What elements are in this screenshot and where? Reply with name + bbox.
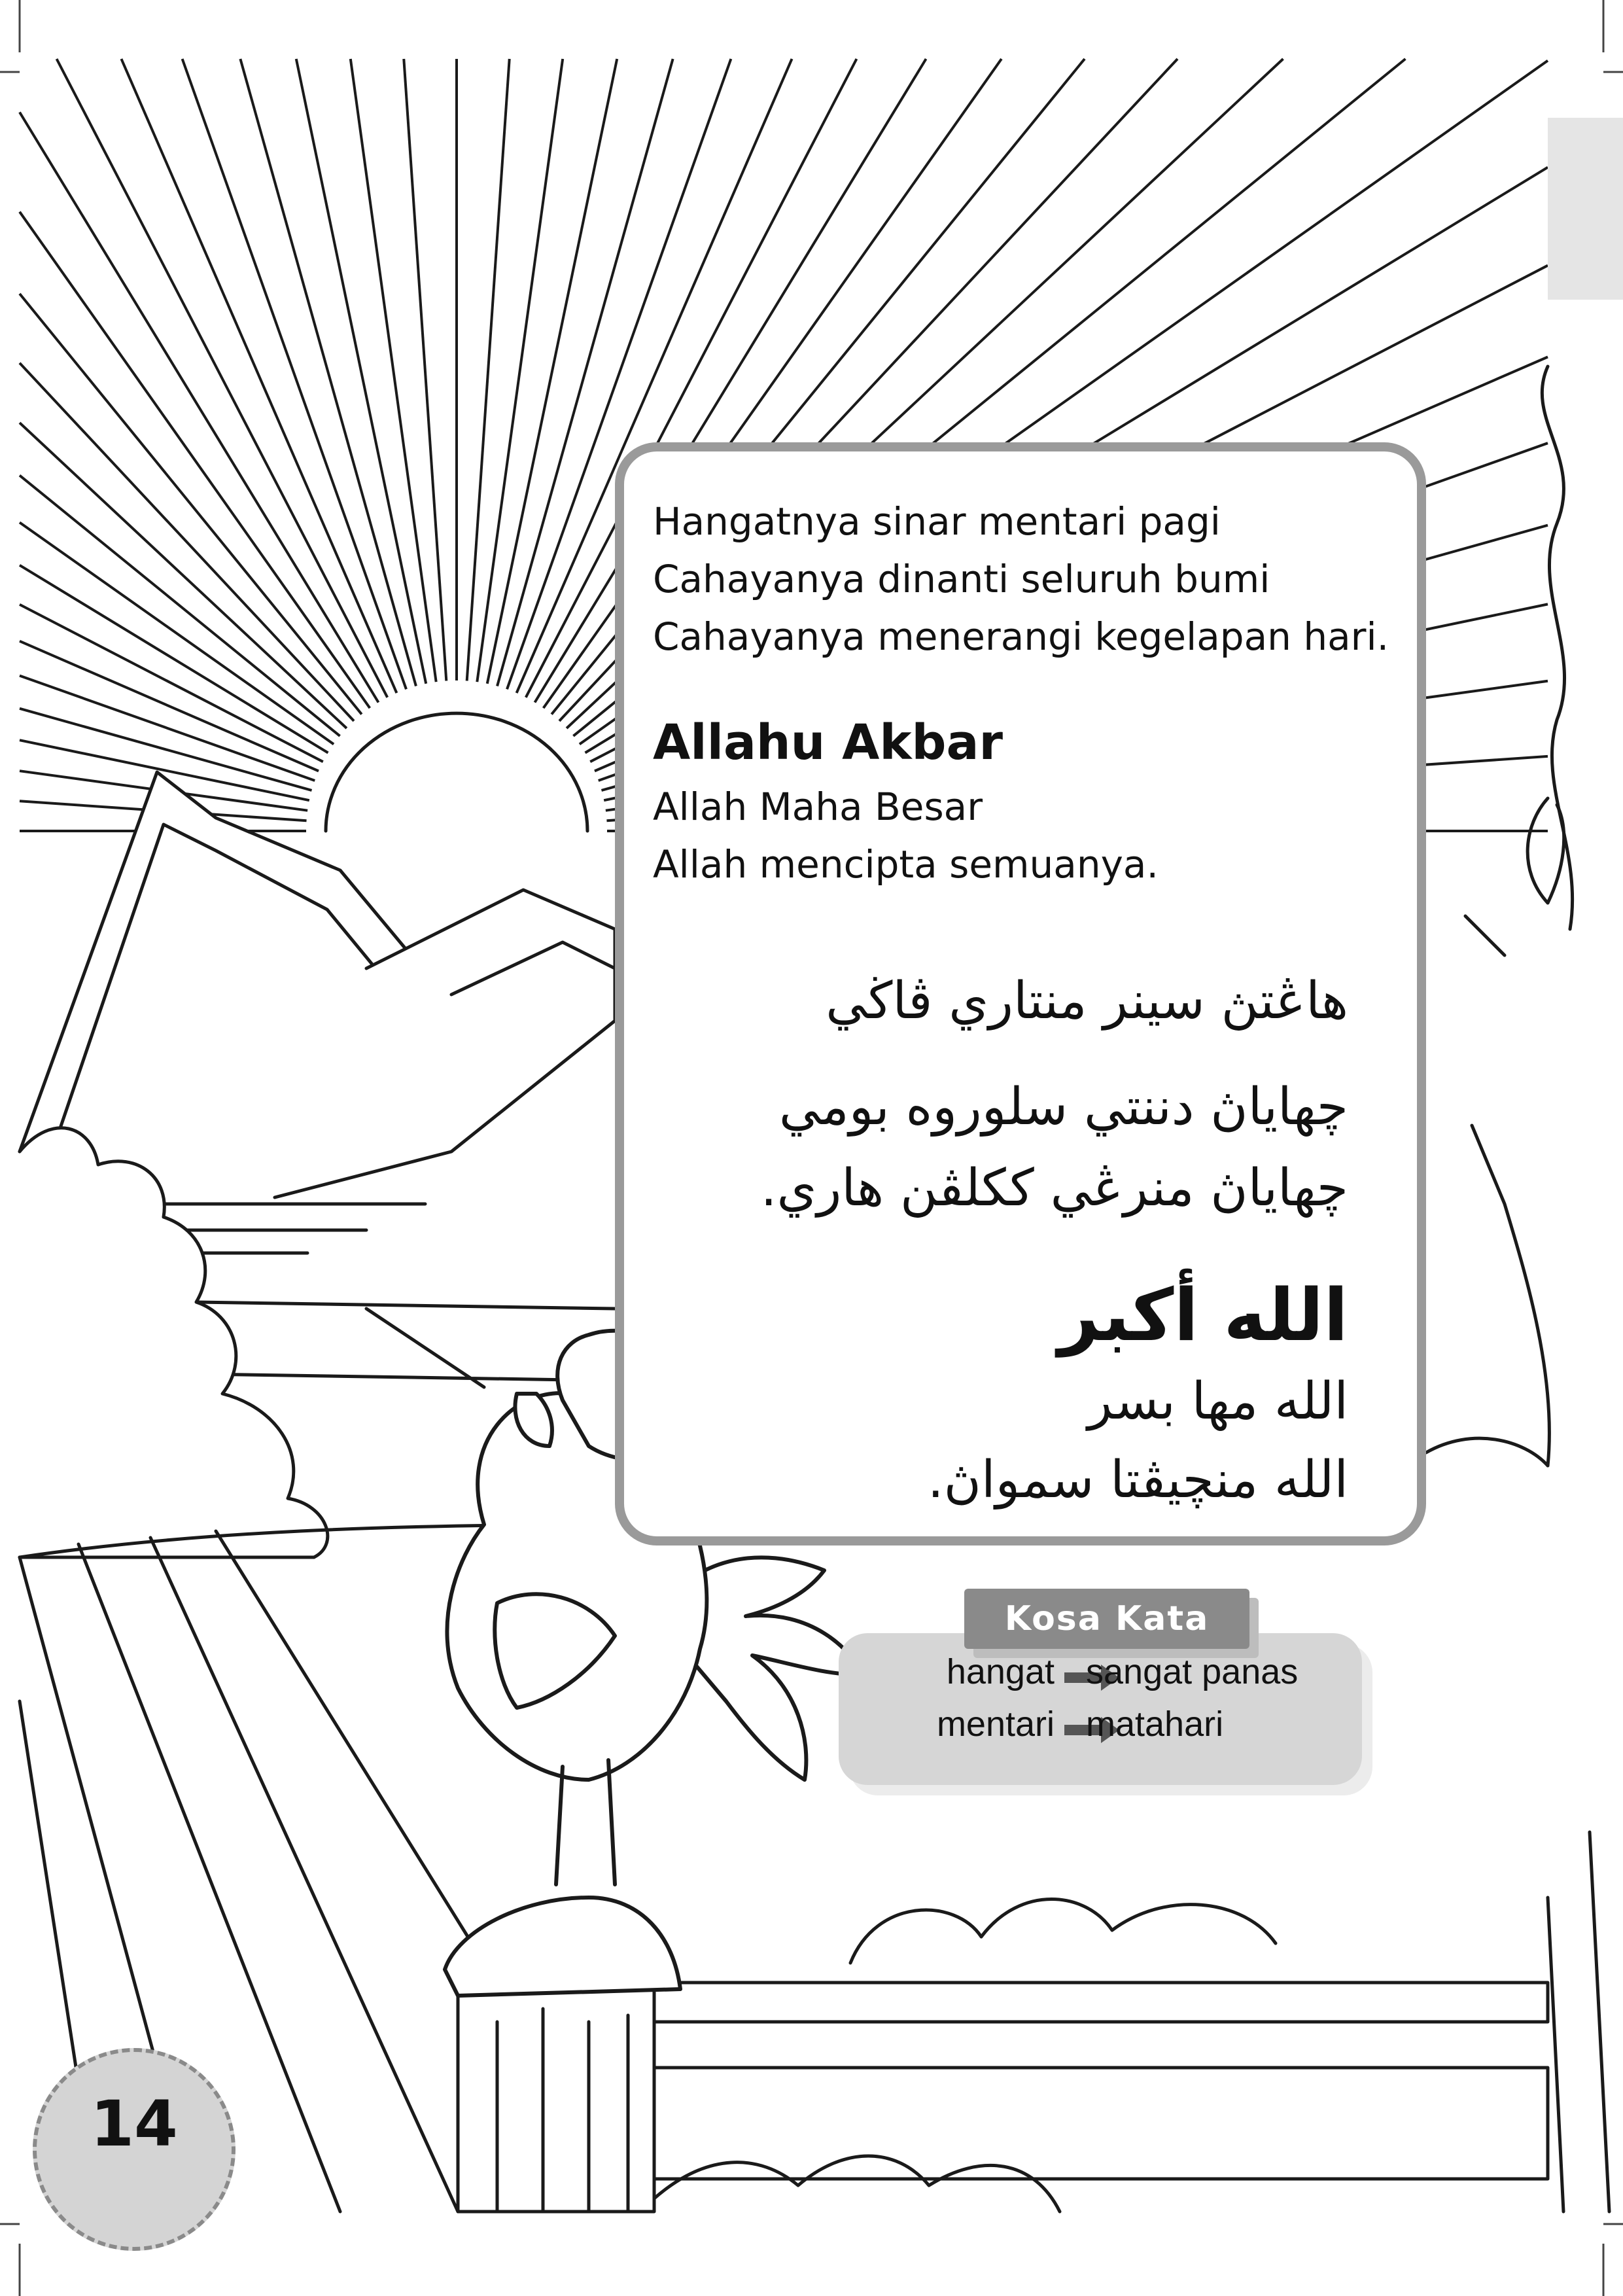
poem-jawi-line-5: الله منچيڤتا سمواڽ. bbox=[927, 1451, 1348, 1510]
page-number: 14 bbox=[90, 2087, 178, 2161]
kosa-kata-word: mentari bbox=[936, 1704, 1055, 1744]
poem-rumi-line-3: Cahayanya menerangi kegelapan hari. bbox=[653, 614, 1389, 659]
bushes-right bbox=[850, 1899, 1276, 1964]
kosa-kata-word: hangat bbox=[946, 1652, 1055, 1691]
sun-ray bbox=[20, 423, 347, 728]
kosa-kata-meaning: matahari bbox=[1086, 1704, 1224, 1744]
poem-rumi-line-5: Allah mencipta semuanya. bbox=[653, 842, 1159, 887]
grass-right bbox=[1548, 1832, 1609, 2212]
poem-jawi-heading: الله أكبر bbox=[1058, 1273, 1348, 1357]
post-top bbox=[445, 1898, 680, 1996]
poem-rumi-line-2: Cahayanya dinanti seluruh bumi bbox=[653, 557, 1270, 601]
sun-ray bbox=[351, 59, 436, 682]
sun-ray bbox=[20, 522, 334, 744]
sun-ray bbox=[404, 59, 446, 681]
kosa-kata-entry bbox=[839, 1704, 1362, 1756]
sun-ray bbox=[20, 212, 370, 708]
poem-jawi-line-2: چهاياڽ دننتي سلوروه بومي bbox=[778, 1078, 1348, 1137]
sun-ray bbox=[20, 676, 315, 781]
fence bbox=[654, 1983, 1548, 2179]
bush-bottom bbox=[654, 2156, 1060, 2212]
sun-ray bbox=[57, 59, 388, 698]
sun-ray bbox=[20, 294, 362, 715]
sun-ray bbox=[183, 59, 406, 689]
sun-ray bbox=[240, 59, 416, 686]
sun-ray bbox=[487, 59, 617, 684]
fence-post bbox=[458, 1989, 654, 2212]
sun-ray bbox=[467, 59, 510, 681]
kosa-kata-entry bbox=[839, 1651, 1362, 1704]
poem-rumi-heading: Allahu Akbar bbox=[653, 715, 1003, 771]
poem-jawi-line-1: هاڠتڽ سينر منتاري ڤاڬي bbox=[826, 972, 1348, 1031]
kosa-kata-title: Kosa Kata bbox=[964, 1589, 1249, 1649]
poem-jawi-line-3: چهاياڽ منرڠي ککلڤن هاري. bbox=[760, 1159, 1348, 1218]
sun-ray bbox=[121, 59, 396, 693]
sun-ray bbox=[20, 565, 328, 753]
sun-ray bbox=[477, 59, 563, 682]
hill-right bbox=[1426, 1438, 1548, 1466]
kosa-kata-box bbox=[839, 1633, 1362, 1785]
poem-rumi-line-4: Allah Maha Besar bbox=[653, 785, 983, 829]
kosa-kata-meaning: sangat panas bbox=[1086, 1652, 1299, 1691]
field-edge bbox=[196, 1302, 615, 1387]
sun bbox=[326, 713, 587, 831]
sun-ray bbox=[296, 59, 426, 684]
tree-right bbox=[1465, 366, 1573, 1466]
page-edge-tab bbox=[1548, 118, 1623, 300]
poem-rumi-line-1: Hangatnya sinar mentari pagi bbox=[653, 499, 1221, 544]
poem-jawi-line-4: الله مها بسر bbox=[1087, 1372, 1348, 1431]
